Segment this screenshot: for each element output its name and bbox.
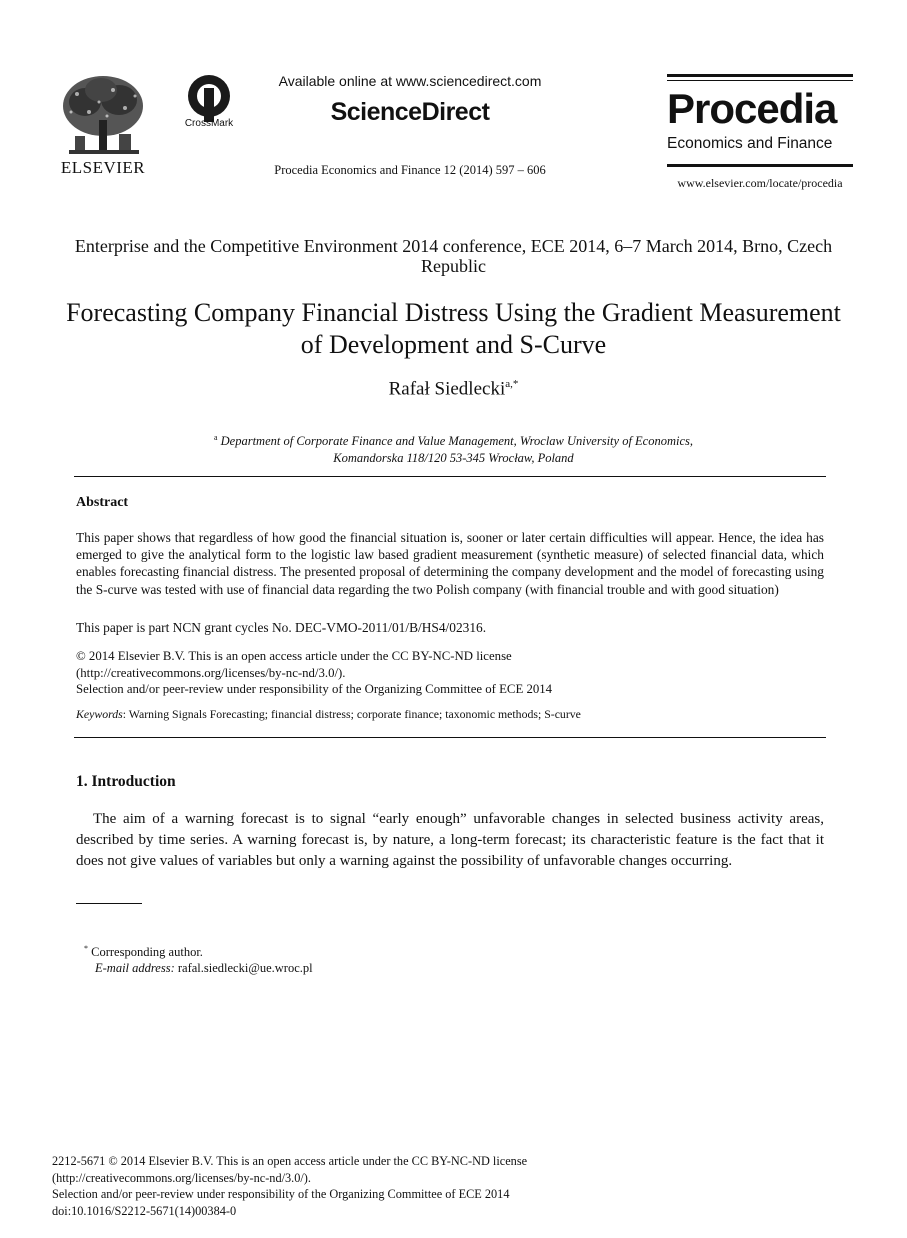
license-line1: © 2014 Elsevier B.V. This is an open access article under the CC BY-NC-ND license [76,649,512,663]
journal-reference: Procedia Economics and Finance 12 (2014) 597 – 606 [274,163,546,177]
footnote-corresponding-text: Corresponding author. [88,945,203,960]
keywords-list: : Warning Signals Forecasting; financial distress; corporate finance; taxonomic methods; S-curve [122,707,581,721]
affiliation-mark: a [213,433,218,442]
procedia-rule-top-thin [667,80,853,81]
footnote-rule [76,903,142,904]
abstract-rule-top [74,476,826,477]
keywords-line [76,707,824,722]
journal-url[interactable]: www.elsevier.com/locate/procedia [677,176,843,190]
crossmark-label: CrossMark [184,118,234,129]
license-block [76,648,824,698]
footer-peer-review: Selection and/or peer-review under responsibility of the Organizing Committee of ECE 2014 [52,1187,510,1201]
license-line3: Selection and/or peer-review under responsibility of the Organizing Committee of ECE 2014 [76,682,553,696]
footnote-mark: * [84,944,88,953]
page-footer [52,1153,612,1219]
footnote-corresponding [84,944,203,960]
footer-issn-license: 2212-5671 © 2014 Elsevier B.V. This is an open access article under the CC BY-NC-ND license [52,1154,528,1168]
paper-title: Forecasting Company Financial Distress Using the Gradient Measurement of Development and S-Curve [66,298,841,359]
abstract-heading: Abstract [76,495,129,510]
license-link[interactable]: (http://creativecommons.org/licenses/by-nc-nd/3.0/). [76,665,346,680]
email-address[interactable]: rafal.siedlecki@ue.wroc.pl [174,961,313,975]
grant-note: This paper is part NCN grant cycles No. DEC-VMO-2011/01/B/HS4/02316. [76,620,487,635]
procedia-rule-bottom [667,164,853,167]
conference-line: Enterprise and the Competitive Environment 2014 conference, ECE 2014, 6–7 March 2014, Brno, Czech Republic [74,236,833,276]
footer-license-link[interactable]: (http://creativecommons.org/licenses/by-nc-nd/3.0/). [52,1170,311,1185]
footer-doi[interactable]: doi:10.1016/S2212-5671(14)00384-0 [52,1203,237,1218]
author-line [60,378,847,400]
sciencedirect-logo: ScienceDirect [330,98,490,126]
email-label: E-mail address: [95,961,175,975]
introduction-paragraph: The aim of a warning forecast is to signal “early enough” unfavorable changes in selected business activity areas, described by time series. A warning forecast is, by nature, a long-term forecast; its characteristic feature is the fact that it does not give values of variables but only a warning against the possibility of unfavorable changes occurring. [76,811,824,869]
abstract-text: This paper shows that regardless of how good the financial situation is, sooner or later certain difficulties will appear. Hence, the idea has emerged to give the analytical form to the logistic law based gradient measurement (synthetic measure) of selected financial data, which enables forecasting financial distress. The presented proposal of determining the company development and the model of forecasting using the S-curve was tested with use of financial data regarding the two Polish company (with financial trouble and with good situation) [76,530,824,597]
section-heading-introduction: 1. Introduction [76,773,176,790]
affiliation-line1: Department of Corporate Finance and Value Management, Wroclaw University of Economics, [220,434,694,449]
abstract-rule-bottom [74,737,826,738]
available-online-text[interactable]: Available online at www.sciencedirect.com [278,73,542,89]
procedia-subtitle: Economics and Finance [667,135,833,152]
author-name: Rafał Siedlecki [388,378,506,400]
footnote-email [95,961,313,976]
author-marks: a,* [505,378,519,390]
affiliation [60,429,847,467]
procedia-logo: Procedia [667,85,837,132]
publisher-name: ELSEVIER [60,158,146,177]
procedia-rule-top [667,74,853,77]
affiliation-line2: Komandorska 118/120 53-345 Wrocław, Poland [333,451,574,466]
keywords-label: Keywords [76,707,123,721]
